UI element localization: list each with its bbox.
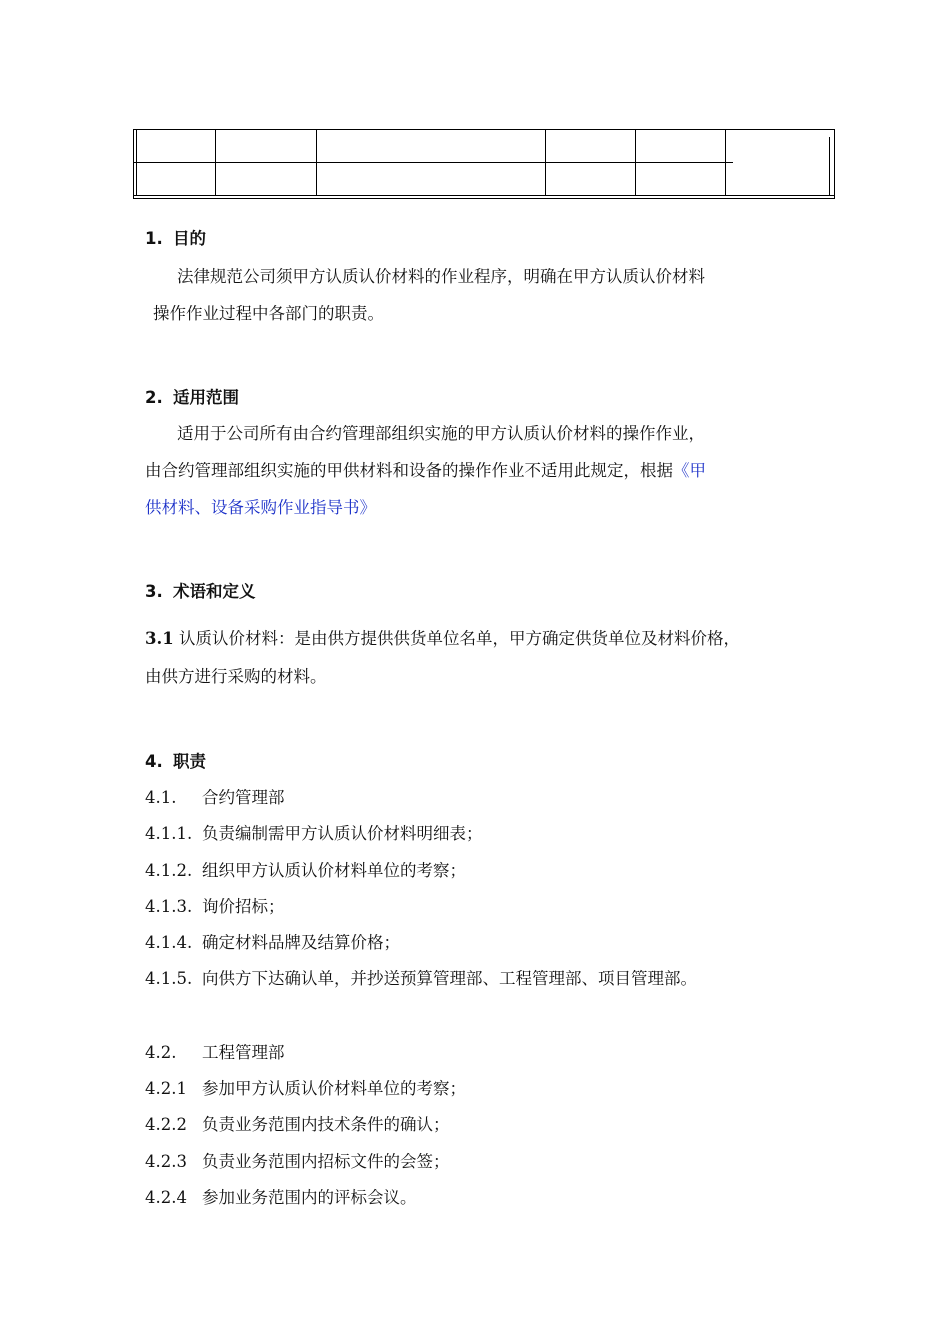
list-item-number: 4.2.2 bbox=[145, 1115, 187, 1134]
section-title: 适用范围 bbox=[173, 388, 239, 407]
section-2-heading bbox=[145, 387, 239, 409]
section-title: 目的 bbox=[173, 229, 206, 248]
table-col-divider bbox=[316, 129, 317, 196]
list-item-text: 组织甲方认质认价材料单位的考察； bbox=[202, 861, 466, 880]
list-item-number: 4.1. bbox=[145, 788, 177, 807]
list-item-text: 确定材料品牌及结算价格； bbox=[202, 933, 400, 952]
table-row-divider bbox=[133, 162, 733, 163]
table-border-bottom-outer bbox=[133, 198, 835, 199]
section-2-body-line bbox=[145, 460, 706, 482]
list-item-text: 向供方下达确认单，并抄送预算管理部、工程管理部、项目管理部。 bbox=[202, 969, 697, 988]
list-item bbox=[145, 1078, 466, 1100]
table-border-right-inner bbox=[829, 137, 830, 196]
section-1-body-line: 法律规范公司须甲方认质认价材料的作业程序，明确在甲方认质认价材料 bbox=[177, 267, 705, 286]
table-col-divider bbox=[215, 129, 216, 196]
section-2-body-text: 由合约管理部组织实施的甲供材料和设备的操作作业不适用此规定，根据 bbox=[145, 461, 673, 480]
list-item-number: 4.2. bbox=[145, 1043, 177, 1062]
section-number: 3. bbox=[145, 582, 163, 601]
section-3-heading bbox=[145, 581, 256, 603]
list-item bbox=[145, 787, 285, 809]
list-item-number: 4.1.2. bbox=[145, 861, 193, 880]
list-item bbox=[145, 932, 400, 954]
list-item-text: 参加业务范围内的评标会议。 bbox=[202, 1188, 417, 1207]
list-item bbox=[145, 860, 466, 882]
table-col-divider bbox=[725, 129, 726, 196]
section-number: 2. bbox=[145, 388, 163, 407]
list-item-number: 4.1.1. bbox=[145, 824, 193, 843]
list-item-text: 负责业务范围内技术条件的确认； bbox=[202, 1115, 450, 1134]
section-number: 4. bbox=[145, 752, 163, 771]
section-1-body-line: 操作作业过程中各部门的职责。 bbox=[153, 304, 384, 323]
list-item-number: 4.1.3. bbox=[145, 897, 193, 916]
table-border-top bbox=[133, 129, 835, 130]
section-1-heading bbox=[145, 228, 206, 250]
list-item-number: 4.2.1 bbox=[145, 1079, 187, 1098]
list-item bbox=[145, 1114, 450, 1136]
table-col-divider bbox=[545, 129, 546, 196]
list-item-number: 4.2.3 bbox=[145, 1152, 187, 1171]
table-border-right bbox=[834, 129, 835, 199]
table-border-bottom bbox=[133, 195, 835, 196]
list-item bbox=[145, 896, 285, 918]
header-table bbox=[133, 129, 835, 199]
list-item-text: 参加甲方认质认价材料单位的考察； bbox=[202, 1079, 466, 1098]
section-4-heading bbox=[145, 751, 206, 773]
table-border-left-inner bbox=[136, 129, 137, 196]
guide-document-link[interactable]: 《甲 bbox=[673, 461, 706, 480]
list-item-text: 负责业务范围内招标文件的会签； bbox=[202, 1152, 450, 1171]
list-item-text: 询价招标； bbox=[202, 897, 285, 916]
list-item bbox=[145, 1151, 450, 1173]
section-title: 职责 bbox=[173, 752, 206, 771]
definition-number: 3.1 bbox=[145, 629, 174, 648]
list-item-text: 合约管理部 bbox=[202, 788, 285, 807]
list-item-number: 4.2.4 bbox=[145, 1188, 187, 1207]
list-item-number: 4.1.5. bbox=[145, 969, 193, 988]
table-border-left bbox=[133, 129, 134, 199]
list-item-text: 负责编制需甲方认质认价材料明细表； bbox=[202, 824, 483, 843]
list-item bbox=[145, 823, 483, 845]
list-item bbox=[145, 1187, 417, 1209]
table-col-divider bbox=[635, 129, 636, 196]
list-item-text: 工程管理部 bbox=[202, 1043, 285, 1062]
definition-text: 认质认价材料：是由供方提供供货单位名单，甲方确定供货单位及材料价格， bbox=[178, 629, 740, 648]
guide-document-link[interactable]: 供材料、设备采购作业指导书》 bbox=[145, 498, 376, 517]
list-item bbox=[145, 968, 697, 990]
definition-line bbox=[145, 628, 740, 650]
definition-line: 由供方进行采购的材料。 bbox=[145, 667, 327, 686]
list-item bbox=[145, 1042, 285, 1064]
section-number: 1. bbox=[145, 229, 163, 248]
section-2-body-line: 适用于公司所有由合约管理部组织实施的甲方认质认价材料的操作作业， bbox=[177, 424, 705, 443]
list-item-number: 4.1.4. bbox=[145, 933, 193, 952]
section-title: 术语和定义 bbox=[173, 582, 256, 601]
